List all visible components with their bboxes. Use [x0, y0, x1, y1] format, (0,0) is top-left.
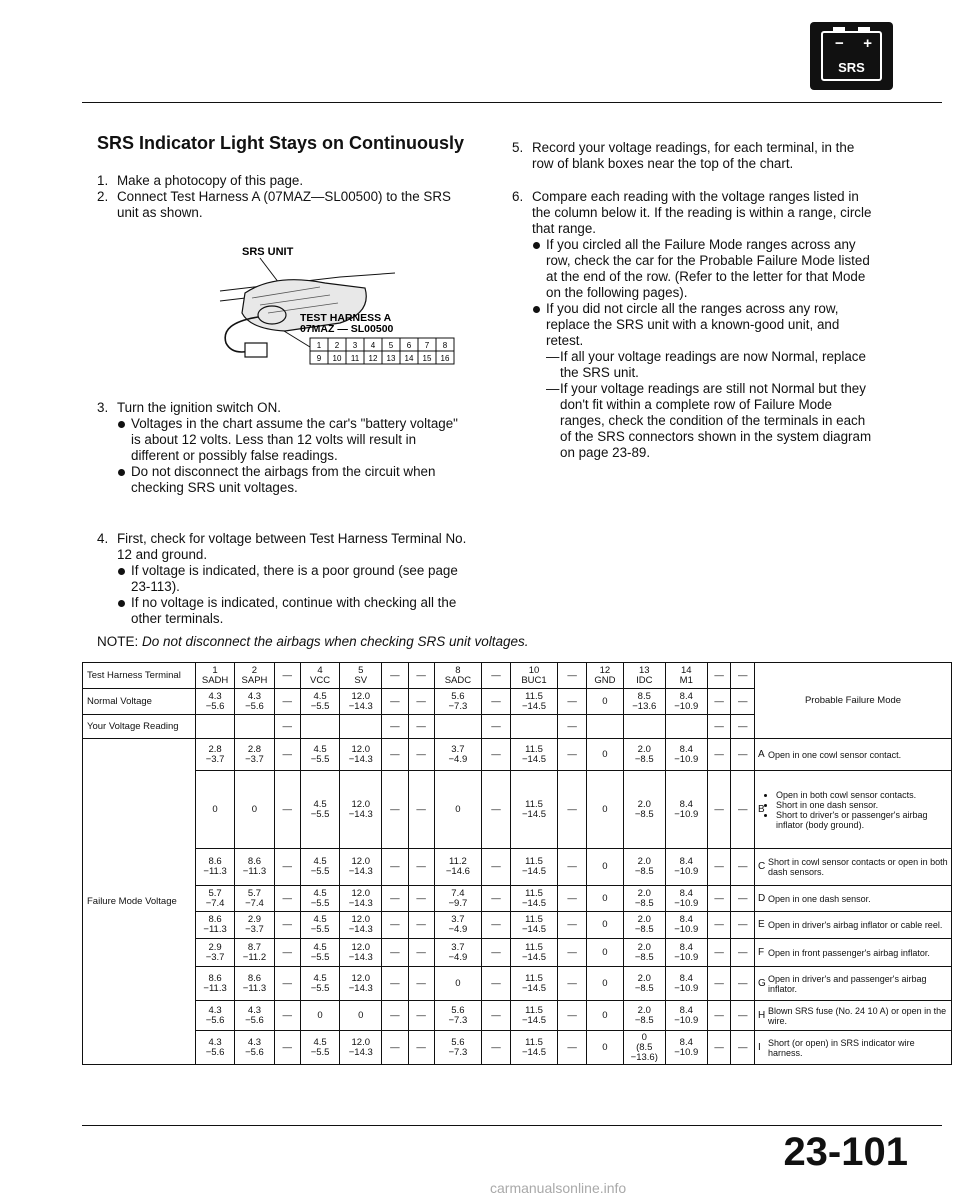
- voltage-cell: 11.5 −14.5: [510, 1031, 557, 1065]
- voltage-cell: 2.0 −8.5: [623, 967, 665, 1001]
- voltage-cell: 4.5 −5.5: [300, 739, 339, 771]
- note-prefix: NOTE:: [97, 634, 139, 649]
- failure-mode-f: [755, 939, 952, 967]
- voltage-cell: —: [274, 715, 300, 739]
- voltage-cell: —: [274, 967, 300, 1001]
- pin-number: 5: [388, 341, 394, 350]
- voltage-cell: —: [731, 663, 755, 689]
- voltage-cell: 2.0 −8.5: [623, 771, 665, 849]
- voltage-cell: —: [408, 739, 434, 771]
- mode-letter: I: [758, 1041, 761, 1053]
- voltage-cell: 2.0 −8.5: [623, 849, 665, 886]
- voltage-cell: —: [731, 739, 755, 771]
- voltage-cell: 8.4 −10.9: [665, 739, 707, 771]
- voltage-cell: [235, 715, 274, 739]
- voltage-cell: 8.5 −13.6: [623, 689, 665, 715]
- page-number: 23-101: [783, 1130, 908, 1174]
- voltage-cell: —: [707, 1031, 731, 1065]
- voltage-cell: —: [707, 689, 731, 715]
- voltage-cell: 5.6 −7.3: [434, 1031, 481, 1065]
- voltage-cell: 0: [587, 771, 624, 849]
- voltage-cell: 2.9 −3.7: [195, 939, 234, 967]
- voltage-cell: —: [408, 663, 434, 689]
- voltage-cell: —: [408, 715, 434, 739]
- voltage-cell: 11.2 −14.6: [434, 849, 481, 886]
- voltage-cell: —: [731, 912, 755, 939]
- voltage-cell: —: [382, 939, 408, 967]
- failure-mode-h: [755, 1001, 952, 1031]
- voltage-cell: 0 (8.5 −13.6): [623, 1031, 665, 1065]
- voltage-cell: —: [482, 1001, 511, 1031]
- failure-row: [83, 1001, 952, 1031]
- voltage-cell: —: [274, 1031, 300, 1065]
- srs-logo-icon: [810, 22, 893, 90]
- voltage-cell: 1 SADH: [195, 663, 234, 689]
- dash-item: — If your voltage readings are still not Normal but they don't fit within a complete row of Failure Mode ranges, check the condition of the terminals in each of the SRS connectors shown in the system diagram on page 23-89.: [546, 381, 877, 461]
- step-text: Compare each reading with the voltage ranges listed in the column below it. If the reading is within a range, circle that range.: [532, 189, 872, 236]
- voltage-cell: —: [274, 849, 300, 886]
- voltage-cell: —: [382, 886, 408, 912]
- voltage-cell: 5.6 −7.3: [434, 1001, 481, 1031]
- voltage-cell: —: [382, 739, 408, 771]
- voltage-cell: —: [408, 967, 434, 1001]
- step-number: 6.: [512, 189, 524, 204]
- note: [97, 634, 529, 649]
- pin-number: 10: [332, 354, 342, 363]
- voltage-cell: 4.5 −5.5: [300, 1031, 339, 1065]
- voltage-cell: —: [707, 663, 731, 689]
- failure-row: [83, 939, 952, 967]
- step-text: Turn the ignition switch ON.: [117, 400, 281, 415]
- voltage-cell: —: [731, 771, 755, 849]
- voltage-cell: —: [274, 771, 300, 849]
- voltage-cell: —: [707, 739, 731, 771]
- srs-unit-label: SRS UNIT: [242, 246, 294, 258]
- voltage-cell: —: [707, 771, 731, 849]
- srs-logo-label: SRS: [838, 60, 865, 75]
- voltage-cell: 8.4 −10.9: [665, 886, 707, 912]
- voltage-cell: —: [558, 849, 587, 886]
- voltage-cell: 2.8 −3.7: [235, 739, 274, 771]
- mode-description: Open in driver's airbag inflator or cable reel.: [768, 920, 943, 930]
- bullet-item: If you did not circle all the ranges across any row, replace the SRS unit with a known-good unit, and retest.: [532, 301, 877, 349]
- voltage-cell: —: [558, 1001, 587, 1031]
- bullet-item: Do not disconnect the airbags from the circuit when checking SRS unit voltages.: [117, 464, 467, 496]
- pin-number: 8: [442, 341, 448, 350]
- mode-description: Open in front passenger's airbag inflator.: [768, 947, 930, 958]
- voltage-chart: [82, 662, 952, 1065]
- voltage-cell: 8 SADC: [434, 663, 481, 689]
- voltage-cell: 13 IDC: [623, 663, 665, 689]
- voltage-cell: 12.0 −14.3: [340, 849, 382, 886]
- mode-letter: H: [758, 1009, 766, 1021]
- voltage-cell: —: [731, 1031, 755, 1065]
- voltage-cell: 4.3 −5.6: [235, 1031, 274, 1065]
- voltage-cell: 4.5 −5.5: [300, 886, 339, 912]
- failure-mode-c: [755, 849, 952, 886]
- voltage-cell: 11.5 −14.5: [510, 967, 557, 1001]
- failure-mode-g: [755, 967, 952, 1001]
- voltage-cell: 8.4 −10.9: [665, 689, 707, 715]
- step-number: 2.: [97, 189, 109, 204]
- voltage-cell: 4.5 −5.5: [300, 912, 339, 939]
- voltage-cell: —: [274, 739, 300, 771]
- voltage-cell: 4.3 −5.6: [195, 689, 234, 715]
- voltage-cell: —: [408, 771, 434, 849]
- voltage-cell: 0: [587, 739, 624, 771]
- voltage-cell: —: [408, 1001, 434, 1031]
- voltage-cell: 4.3 −5.6: [235, 1001, 274, 1031]
- pin-number: 16: [440, 354, 450, 363]
- failure-mode-e: [755, 912, 952, 939]
- voltage-cell: —: [382, 771, 408, 849]
- voltage-cell: [510, 715, 557, 739]
- voltage-cell: —: [482, 939, 511, 967]
- voltage-cell: —: [274, 886, 300, 912]
- voltage-cell: 0: [587, 886, 624, 912]
- mode-description: Short in cowl sensor contacts or open in both dash sensors.: [768, 857, 948, 877]
- voltage-cell: [340, 715, 382, 739]
- voltage-cell: 7.4 −9.7: [434, 886, 481, 912]
- voltage-cell: —: [482, 715, 511, 739]
- failure-row: [83, 912, 952, 939]
- voltage-cell: —: [707, 715, 731, 739]
- voltage-cell: 8.4 −10.9: [665, 771, 707, 849]
- failure-mode-label: Failure Mode Voltage: [83, 739, 196, 1065]
- mode-letter: F: [758, 946, 765, 958]
- voltage-cell: 11.5 −14.5: [510, 1001, 557, 1031]
- voltage-cell: —: [731, 715, 755, 739]
- voltage-cell: —: [382, 1001, 408, 1031]
- harness-pin-grid: [310, 338, 454, 364]
- voltage-cell: 0: [587, 912, 624, 939]
- voltage-cell: 0: [300, 1001, 339, 1031]
- voltage-cell: 12.0 −14.3: [340, 912, 382, 939]
- voltage-cell: 0: [587, 967, 624, 1001]
- voltage-cell: 4.3 −5.6: [195, 1001, 234, 1031]
- voltage-cell: 2 SAPH: [235, 663, 274, 689]
- failure-mode-i: [755, 1031, 952, 1065]
- voltage-cell: 4.3 −5.6: [195, 1031, 234, 1065]
- voltage-cell: —: [731, 849, 755, 886]
- voltage-cell: —: [731, 967, 755, 1001]
- voltage-cell: 10 BUC1: [510, 663, 557, 689]
- voltage-cell: 11.5 −14.5: [510, 771, 557, 849]
- voltage-cell: 11.5 −14.5: [510, 912, 557, 939]
- bullet-item: If you circled all the Failure Mode ranges across any row, check the car for the Probable Failure Mode listed at the end of the row. (Refer to the letter for that Mode on the following pages).: [532, 237, 877, 301]
- voltage-cell: —: [707, 849, 731, 886]
- step-number: 5.: [512, 140, 524, 155]
- failure-mode-b: [755, 771, 952, 849]
- voltage-cell: 8.4 −10.9: [665, 1031, 707, 1065]
- pin-number: 15: [422, 354, 432, 363]
- voltage-cell: —: [482, 849, 511, 886]
- voltage-cell: [300, 715, 339, 739]
- voltage-cell: —: [274, 912, 300, 939]
- pin-number: 12: [368, 354, 378, 363]
- voltage-cell: 12 GND: [587, 663, 624, 689]
- srs-unit-diagram: [190, 243, 460, 365]
- note-text: Do not disconnect the airbags when checking SRS unit voltages.: [142, 634, 529, 649]
- voltage-cell: [623, 715, 665, 739]
- pin-number: 9: [316, 354, 322, 363]
- voltage-cell: [665, 715, 707, 739]
- harness-part-number: 07MAZ — SL00500: [300, 323, 394, 335]
- terminal-label: Test Harness Terminal: [83, 663, 196, 689]
- step-text: First, check for voltage between Test Harness Terminal No. 12 and ground.: [117, 531, 467, 562]
- voltage-cell: 8.6 −11.3: [195, 912, 234, 939]
- mode-letter: D: [758, 892, 766, 904]
- voltage-cell: —: [482, 967, 511, 1001]
- failure-mode-a: [755, 739, 952, 771]
- voltage-cell: 8.4 −10.9: [665, 967, 707, 1001]
- failure-row: [83, 771, 952, 849]
- voltage-cell: —: [382, 715, 408, 739]
- probable-failure-mode-header: Probable Failure Mode: [755, 663, 952, 739]
- terminal-header-row: [83, 663, 952, 689]
- mode-letter: C: [758, 861, 766, 872]
- normal-voltage-label: Normal Voltage: [83, 689, 196, 715]
- voltage-cell: 5 SV: [340, 663, 382, 689]
- voltage-cell: 2.0 −8.5: [623, 1001, 665, 1031]
- failure-row: [83, 849, 952, 886]
- voltage-cell: —: [382, 912, 408, 939]
- voltage-cell: —: [731, 886, 755, 912]
- voltage-cell: 0: [235, 771, 274, 849]
- pin-number: 2: [334, 341, 340, 350]
- mode-letter: A: [758, 748, 765, 760]
- pin-number: 11: [350, 354, 360, 363]
- voltage-cell: —: [558, 886, 587, 912]
- step-number: 4.: [97, 531, 109, 546]
- voltage-cell: —: [382, 967, 408, 1001]
- voltage-cell: 5.6 −7.3: [434, 689, 481, 715]
- failure-row: [83, 739, 952, 771]
- mode-description: Open in one cowl sensor contact.: [768, 749, 902, 760]
- voltage-cell: —: [731, 939, 755, 967]
- voltage-cell: —: [482, 912, 511, 939]
- voltage-cell: —: [408, 939, 434, 967]
- voltage-cell: —: [482, 739, 511, 771]
- voltage-cell: [587, 715, 624, 739]
- voltage-cell: —: [482, 886, 511, 912]
- step-5: [512, 140, 877, 172]
- page-title: SRS Indicator Light Stays on Continuously: [97, 133, 465, 153]
- voltage-cell: —: [558, 912, 587, 939]
- pin-number: 1: [316, 341, 322, 350]
- mode-description: • Open in both cowl sensor contacts. • Short in one dash sensor. • Short to driver's or passenger's airbag inflator (body ground).: [768, 790, 948, 830]
- voltage-cell: [195, 715, 234, 739]
- voltage-cell: 12.0 −14.3: [340, 771, 382, 849]
- pin-number: 3: [352, 341, 358, 350]
- voltage-cell: —: [482, 663, 511, 689]
- voltage-cell: 8.7 −11.2: [235, 939, 274, 967]
- voltage-cell: 0: [434, 771, 481, 849]
- voltage-cell: —: [707, 1001, 731, 1031]
- voltage-cell: 0: [340, 1001, 382, 1031]
- voltage-cell: —: [558, 689, 587, 715]
- step-3: [97, 400, 467, 496]
- top-divider: [82, 102, 942, 103]
- pin-number: 6: [406, 341, 412, 350]
- voltage-cell: —: [558, 967, 587, 1001]
- pin-number: 14: [404, 354, 414, 363]
- voltage-cell: —: [274, 663, 300, 689]
- voltage-cell: —: [558, 739, 587, 771]
- voltage-cell: —: [408, 886, 434, 912]
- voltage-cell: 5.7 −7.4: [195, 886, 234, 912]
- voltage-cell: 12.0 −14.3: [340, 967, 382, 1001]
- voltage-cell: —: [558, 939, 587, 967]
- voltage-cell: —: [707, 886, 731, 912]
- voltage-cell: 8.4 −10.9: [665, 849, 707, 886]
- voltage-cell: —: [558, 715, 587, 739]
- voltage-cell: [434, 715, 481, 739]
- voltage-cell: —: [408, 1031, 434, 1065]
- battery-icon: [821, 31, 882, 81]
- voltage-cell: —: [408, 912, 434, 939]
- step-text: Make a photocopy of this page.: [117, 173, 304, 188]
- voltage-cell: 12.0 −14.3: [340, 1031, 382, 1065]
- step-number: 1.: [97, 173, 109, 188]
- voltage-cell: —: [408, 689, 434, 715]
- voltage-cell: —: [382, 849, 408, 886]
- voltage-cell: 8.6 −11.3: [235, 849, 274, 886]
- voltage-cell: 4.5 −5.5: [300, 771, 339, 849]
- mode-letter: E: [758, 919, 765, 930]
- mode-description: Short (or open) in SRS indicator wire harness.: [768, 1037, 915, 1058]
- pin-number: 4: [370, 341, 376, 350]
- footer-watermark: carmanualsonline.info: [490, 1180, 627, 1196]
- voltage-cell: 12.0 −14.3: [340, 886, 382, 912]
- voltage-cell: —: [482, 689, 511, 715]
- voltage-cell: 8.4 −10.9: [665, 912, 707, 939]
- step-text: Record your voltage readings, for each terminal, in the row of blank boxes near the top of the chart.: [532, 140, 855, 171]
- voltage-cell: 4.5 −5.5: [300, 689, 339, 715]
- voltage-cell: 0: [587, 849, 624, 886]
- voltage-cell: 4.5 −5.5: [300, 939, 339, 967]
- failure-mode-d: [755, 886, 952, 912]
- voltage-cell: 3.7 −4.9: [434, 912, 481, 939]
- voltage-cell: 0: [434, 967, 481, 1001]
- voltage-cell: —: [482, 771, 511, 849]
- voltage-cell: 2.0 −8.5: [623, 886, 665, 912]
- voltage-cell: 0: [587, 1031, 624, 1065]
- voltage-cell: 5.7 −7.4: [235, 886, 274, 912]
- voltage-cell: —: [382, 689, 408, 715]
- failure-row: [83, 1031, 952, 1065]
- voltage-cell: 11.5 −14.5: [510, 739, 557, 771]
- voltage-cell: 4.5 −5.5: [300, 849, 339, 886]
- step-number: 3.: [97, 400, 109, 415]
- bullet-item: Voltages in the chart assume the car's "battery voltage" is about 12 volts. Less than 12 volts will result in different or possibly false readings.: [117, 416, 467, 464]
- voltage-cell: 8.6 −11.3: [235, 967, 274, 1001]
- voltage-cell: 4.5 −5.5: [300, 967, 339, 1001]
- voltage-cell: 11.5 −14.5: [510, 939, 557, 967]
- voltage-cell: 4.3 −5.6: [235, 689, 274, 715]
- voltage-cell: 12.0 −14.3: [340, 739, 382, 771]
- voltage-cell: 8.4 −10.9: [665, 1001, 707, 1031]
- voltage-cell: 0: [587, 1001, 624, 1031]
- voltage-cell: 8.6 −11.3: [195, 967, 234, 1001]
- voltage-cell: —: [558, 663, 587, 689]
- voltage-cell: 8.6 −11.3: [195, 849, 234, 886]
- voltage-cell: —: [707, 939, 731, 967]
- voltage-cell: —: [731, 689, 755, 715]
- voltage-cell: 11.5 −14.5: [510, 689, 557, 715]
- voltage-cell: —: [558, 1031, 587, 1065]
- voltage-cell: —: [274, 1001, 300, 1031]
- voltage-cell: —: [731, 1001, 755, 1031]
- voltage-cell: 12.0 −14.3: [340, 939, 382, 967]
- voltage-cell: —: [408, 849, 434, 886]
- voltage-cell: —: [558, 771, 587, 849]
- mode-description: Blown SRS fuse (No. 24 10 A) or open in the wire.: [768, 1005, 947, 1026]
- voltage-cell: 11.5 −14.5: [510, 849, 557, 886]
- your-reading-label: Your Voltage Reading: [83, 715, 196, 739]
- failure-row: [83, 967, 952, 1001]
- voltage-cell: 3.7 −4.9: [434, 739, 481, 771]
- voltage-cell: 0: [587, 939, 624, 967]
- minus-symbol: −: [835, 35, 844, 52]
- dash-item: — If all your voltage readings are now Normal, replace the SRS unit.: [546, 349, 877, 381]
- voltage-cell: 2.8 −3.7: [195, 739, 234, 771]
- step-6: [512, 189, 877, 461]
- voltage-cell: 14 M1: [665, 663, 707, 689]
- voltage-cell: 8.4 −10.9: [665, 939, 707, 967]
- step-text: Connect Test Harness A (07MAZ—SL00500) to the SRS unit as shown.: [117, 189, 451, 220]
- mode-description: Open in one dash sensor.: [768, 893, 871, 904]
- voltage-cell: 3.7 −4.9: [434, 939, 481, 967]
- voltage-cell: 2.9 −3.7: [235, 912, 274, 939]
- voltage-cell: 2.0 −8.5: [623, 939, 665, 967]
- bullet-item: If voltage is indicated, there is a poor ground (see page 23-113).: [117, 563, 467, 595]
- voltage-cell: —: [707, 967, 731, 1001]
- harness-label: TEST HARNESS A: [300, 312, 392, 324]
- voltage-cell: —: [274, 689, 300, 715]
- step-4: [97, 531, 467, 627]
- voltage-cell: 12.0 −14.3: [340, 689, 382, 715]
- voltage-cell: 11.5 −14.5: [510, 886, 557, 912]
- bullet-item: If no voltage is indicated, continue with checking all the other terminals.: [117, 595, 467, 627]
- failure-row: [83, 886, 952, 912]
- voltage-cell: —: [382, 1031, 408, 1065]
- voltage-cell: 0: [195, 771, 234, 849]
- mode-letter: G: [758, 977, 766, 989]
- voltage-cell: 0: [587, 689, 624, 715]
- mode-description: Open in driver's and passenger's airbag inflator.: [768, 973, 927, 994]
- mode-letter: B: [758, 803, 765, 815]
- voltage-cell: —: [382, 663, 408, 689]
- voltage-cell: —: [707, 912, 731, 939]
- step-1: [97, 173, 467, 189]
- pin-number: 7: [424, 341, 430, 350]
- step-2: [97, 189, 467, 221]
- pin-number: 13: [386, 354, 396, 363]
- voltage-cell: 2.0 −8.5: [623, 739, 665, 771]
- voltage-cell: 4 VCC: [300, 663, 339, 689]
- plus-symbol: +: [863, 35, 872, 52]
- voltage-cell: —: [482, 1031, 511, 1065]
- voltage-cell: —: [274, 939, 300, 967]
- voltage-cell: 2.0 −8.5: [623, 912, 665, 939]
- bottom-divider: [82, 1125, 942, 1126]
